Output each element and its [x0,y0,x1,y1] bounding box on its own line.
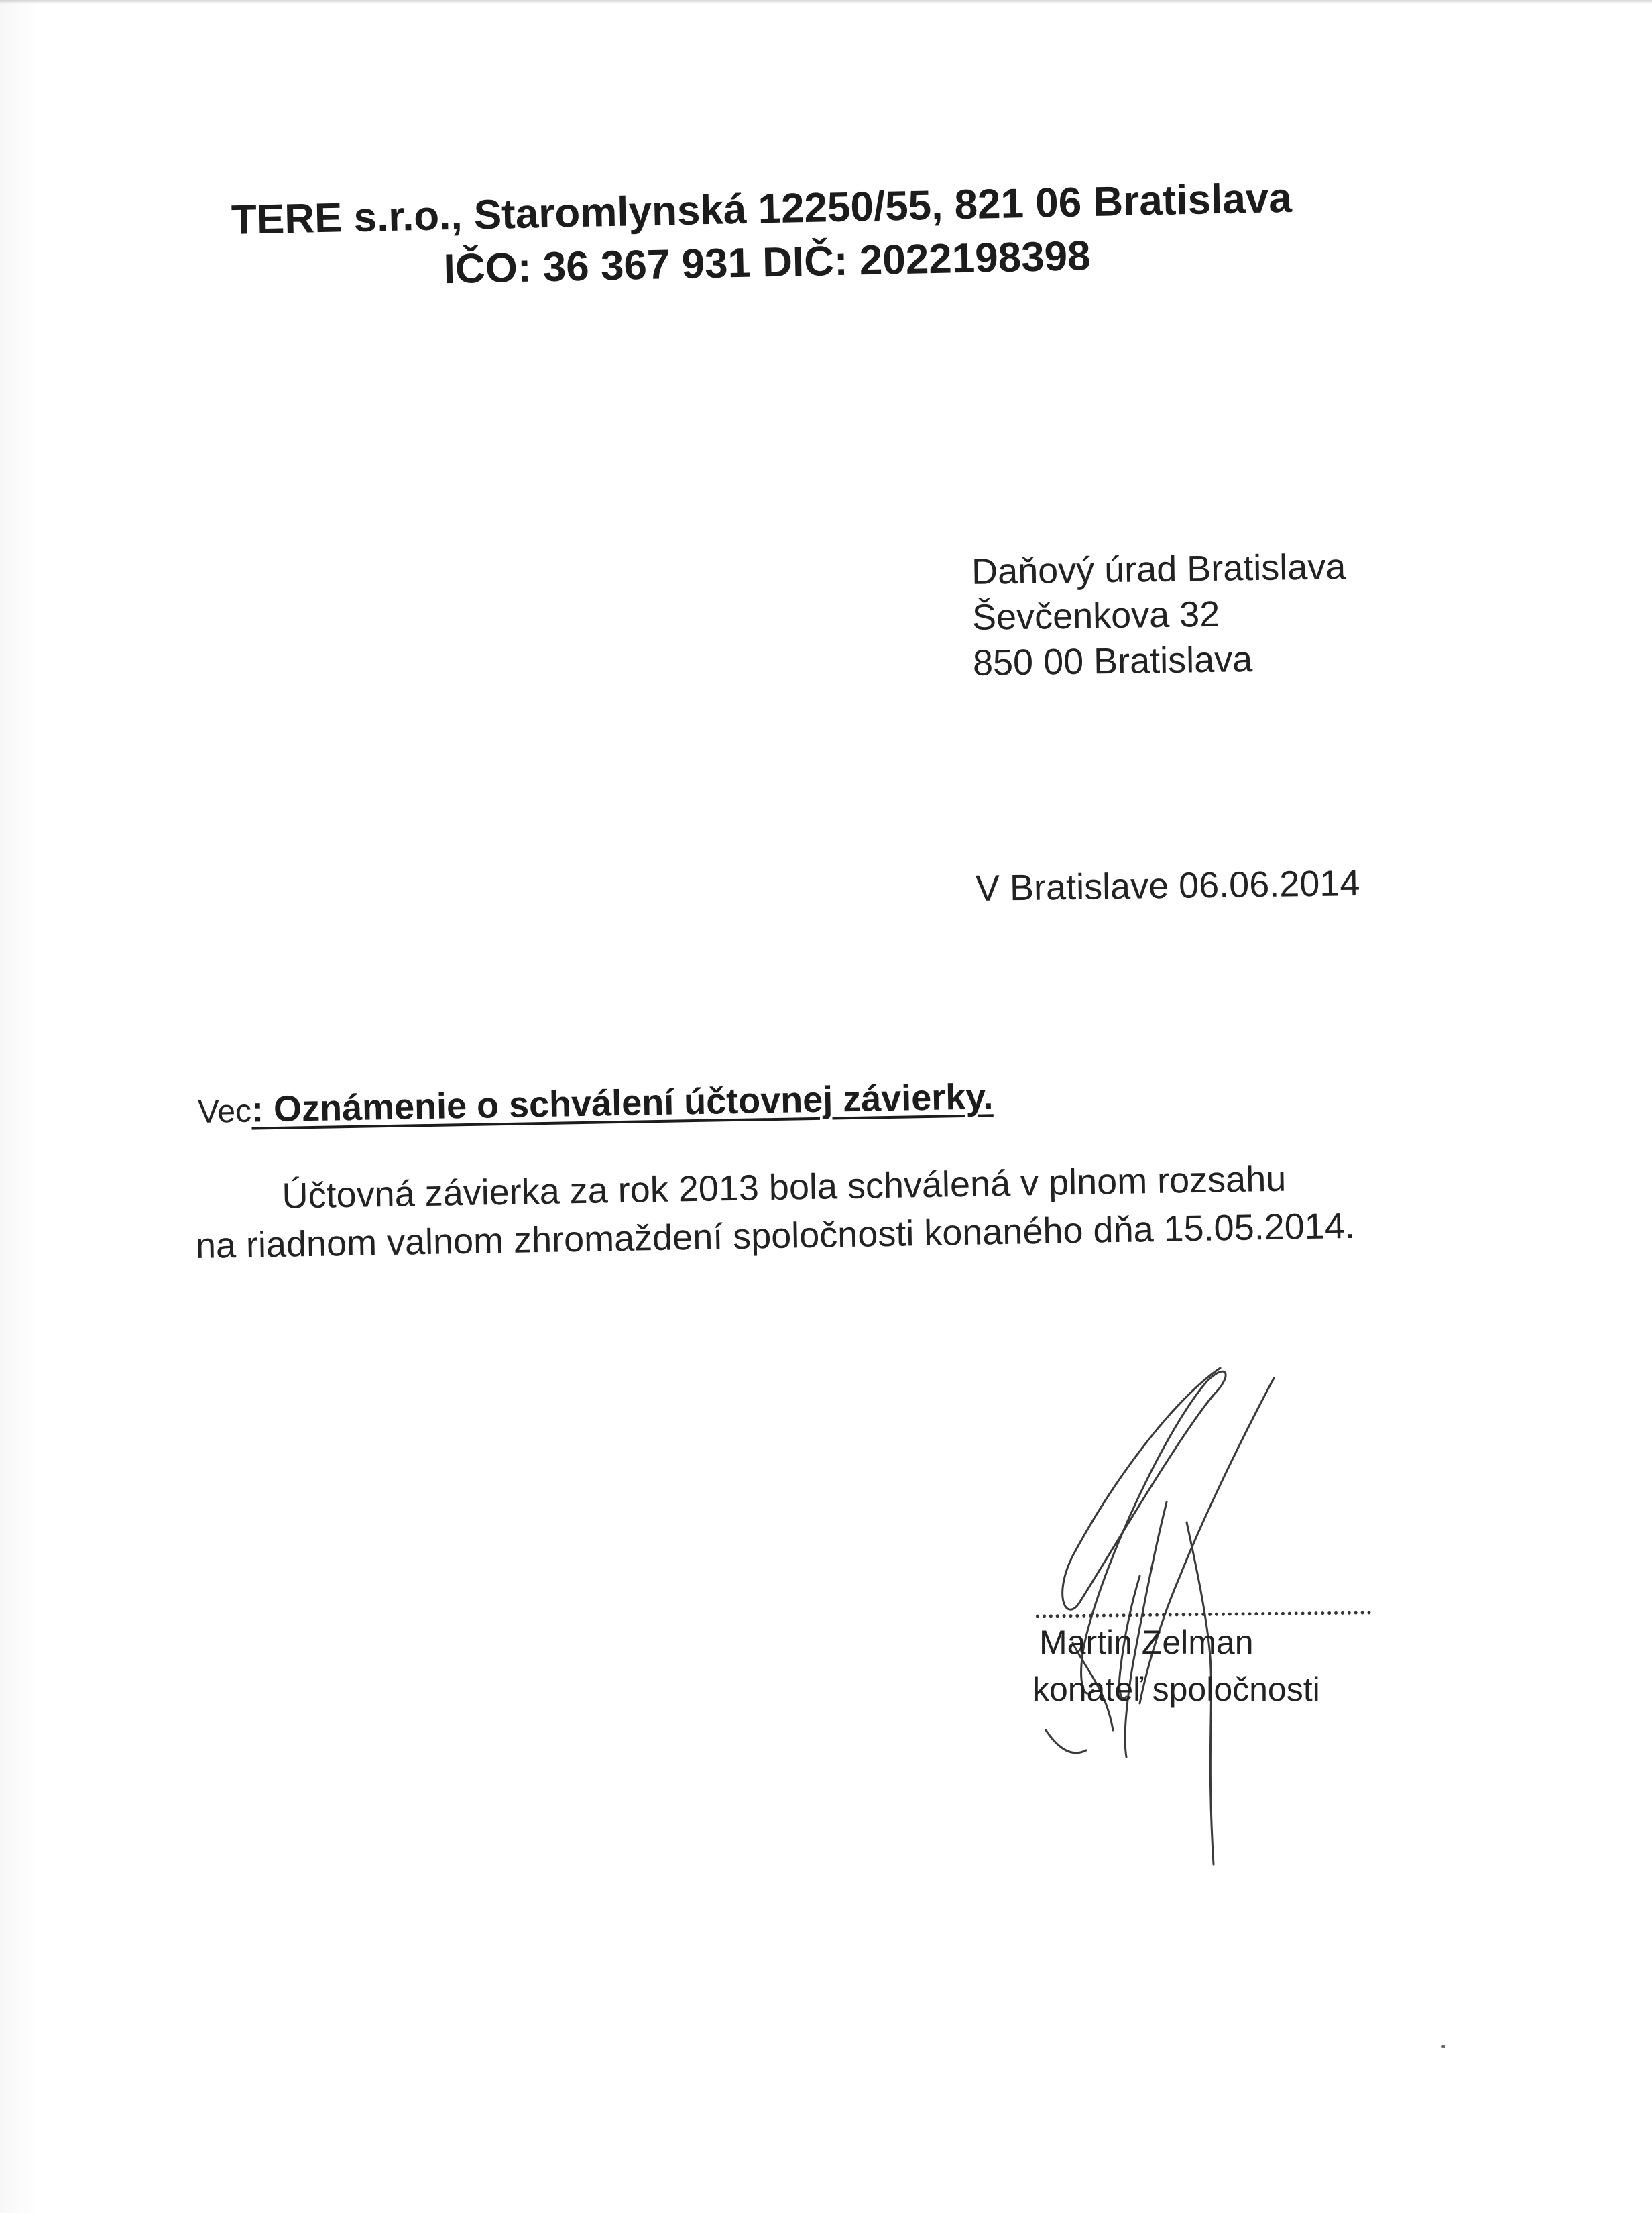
scan-left-shadow [0,0,40,2213]
letter-body [194,1151,1470,1270]
place-and-date: V Bratislave 06.06.2014 [975,863,1360,909]
letterhead-company-address: TERE s.r.o., Staromlynská 12250/55, 821 06 Bratislava [231,174,1293,243]
letterhead-tax-ids: IČO: 36 367 931 DIČ: 2022198398 [442,233,1092,293]
subject-prefix: Vec [197,1093,252,1130]
signature-block [1006,1355,1421,1891]
subject-line [197,1076,993,1131]
scan-top-edge [0,0,1652,4]
scan-speck [1441,2045,1446,2048]
recipient-name: Daňový úrad Bratislava [971,547,1346,592]
signatory-role: konateľ spoločnosti [1032,1670,1320,1708]
subject-title: : Oznámenie o schválení účtovnej závierky. [251,1076,994,1130]
letterhead [0,154,1651,293]
recipient-city: 850 00 Bratislava [972,639,1253,683]
body-line-1: Účtovná závierka za rok 2013 bola schválená v plnom rozsahu [282,1158,1287,1216]
recipient-address [971,544,1348,686]
signatory-name: Martin Zelman [1039,1624,1254,1661]
recipient-street: Ševčenkova 32 [971,593,1220,638]
body-line-2: na riadnom valnom zhromaždení spoločnosti konaného dňa 15.05.2014. [195,1205,1356,1266]
